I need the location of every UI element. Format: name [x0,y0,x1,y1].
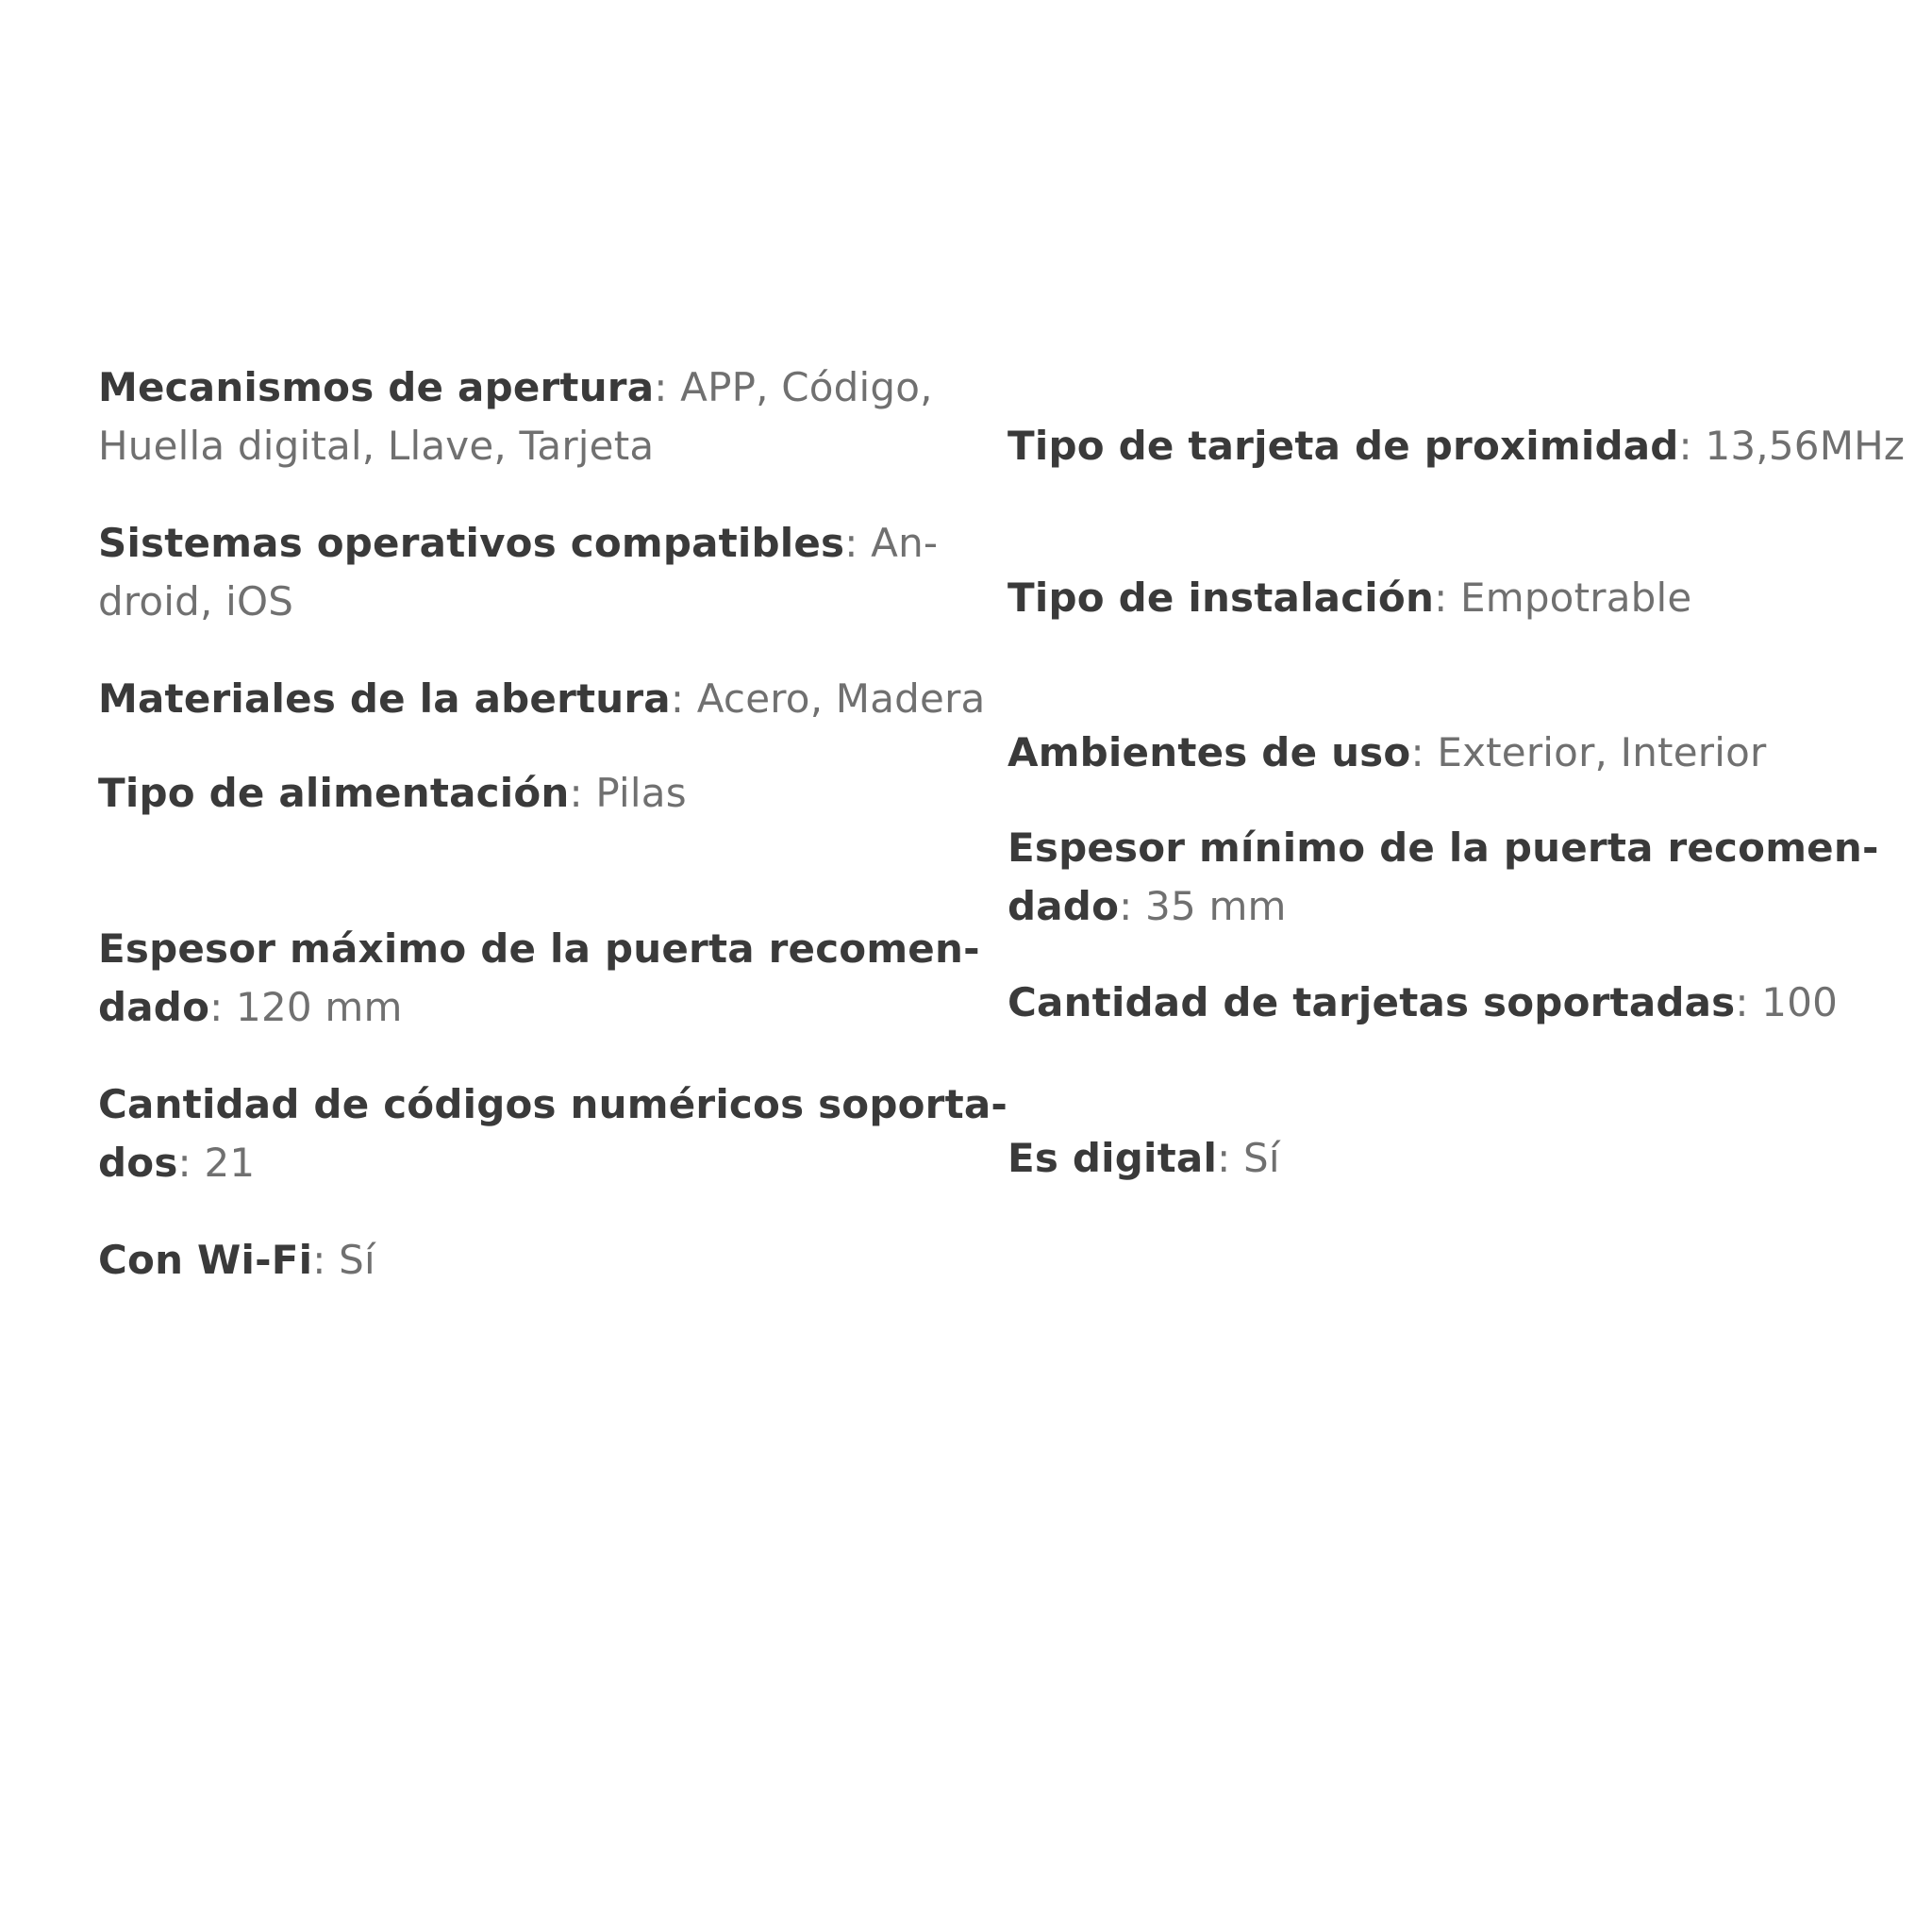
spec-value: Acero, Madera [696,675,986,722]
spec-numeric-codes-count [98,1075,1008,1192]
spec-min-door-thickness [1008,819,1879,936]
spec-value: Empotrable [1459,575,1692,621]
spec-compatible-os [98,514,966,631]
spec-installation-type [1008,569,1875,627]
spec-separator: : [1119,883,1146,929]
spec-separator: : [569,770,596,816]
spec-value: An- [871,520,939,566]
spec-proximity-card-type [1008,417,1906,475]
spec-label: dado [98,984,210,1030]
spec-separator: : [1735,979,1762,1025]
spec-opening-materials [98,670,986,728]
spec-label: Tipo de tarjeta de proximidad [1008,423,1679,469]
spec-separator: : [1217,1135,1243,1181]
spec-label: Espesor mínimo de la puerta recomen- [1008,824,1879,871]
spec-cards-supported-count [1008,974,1875,1032]
spec-label: Ambientes de uso [1008,729,1411,775]
spec-value: Exterior, Interior [1437,729,1767,775]
spec-opening-mechanisms [98,358,966,475]
spec-value: 120 mm [236,984,403,1030]
spec-value: APP, Código, [680,364,933,410]
spec-power-type [98,764,966,823]
spec-separator: : [670,675,697,722]
spec-separator: : [312,1237,340,1283]
spec-label: Con Wi-Fi [98,1237,313,1283]
spec-value: Sí [339,1237,375,1283]
spec-separator: : [654,364,681,410]
spec-wifi [98,1231,966,1290]
spec-label: dos [98,1140,178,1186]
spec-label: Cantidad de tarjetas soportadas [1008,979,1736,1025]
spec-label: Es digital [1008,1135,1218,1181]
spec-label: dado [1008,883,1120,929]
spec-value: Sí [1242,1135,1280,1181]
spec-value: droid, iOS [98,578,294,625]
spec-usage-environments [1008,724,1875,782]
spec-separator: : [209,984,237,1030]
spec-label: Sistemas operativos compatibles [98,520,845,566]
spec-value: 100 [1761,979,1839,1025]
spec-value: Huella digital, Llave, Tarjeta [98,423,655,469]
spec-label: Espesor máximo de la puerta recomen- [98,925,980,972]
spec-label: Cantidad de códigos numéricos soporta- [98,1081,1008,1127]
spec-max-door-thickness [98,920,980,1037]
spec-value: 13,56MHz [1705,423,1906,469]
spec-label: Tipo de instalación [1008,575,1435,621]
spec-label: Tipo de alimentación [98,770,570,816]
spec-label: Materiales de la abertura [98,675,671,722]
spec-separator: : [1410,729,1438,775]
spec-value: 35 mm [1145,883,1287,929]
spec-value: Pilas [595,770,687,816]
spec-label: Mecanismos de apertura [98,364,655,410]
spec-is-digital [1008,1129,1875,1188]
spec-separator: : [1678,423,1706,469]
spec-separator: : [1434,575,1460,621]
spec-value: 21 [204,1140,256,1186]
spec-separator: : [844,520,872,566]
spec-separator: : [177,1140,205,1186]
